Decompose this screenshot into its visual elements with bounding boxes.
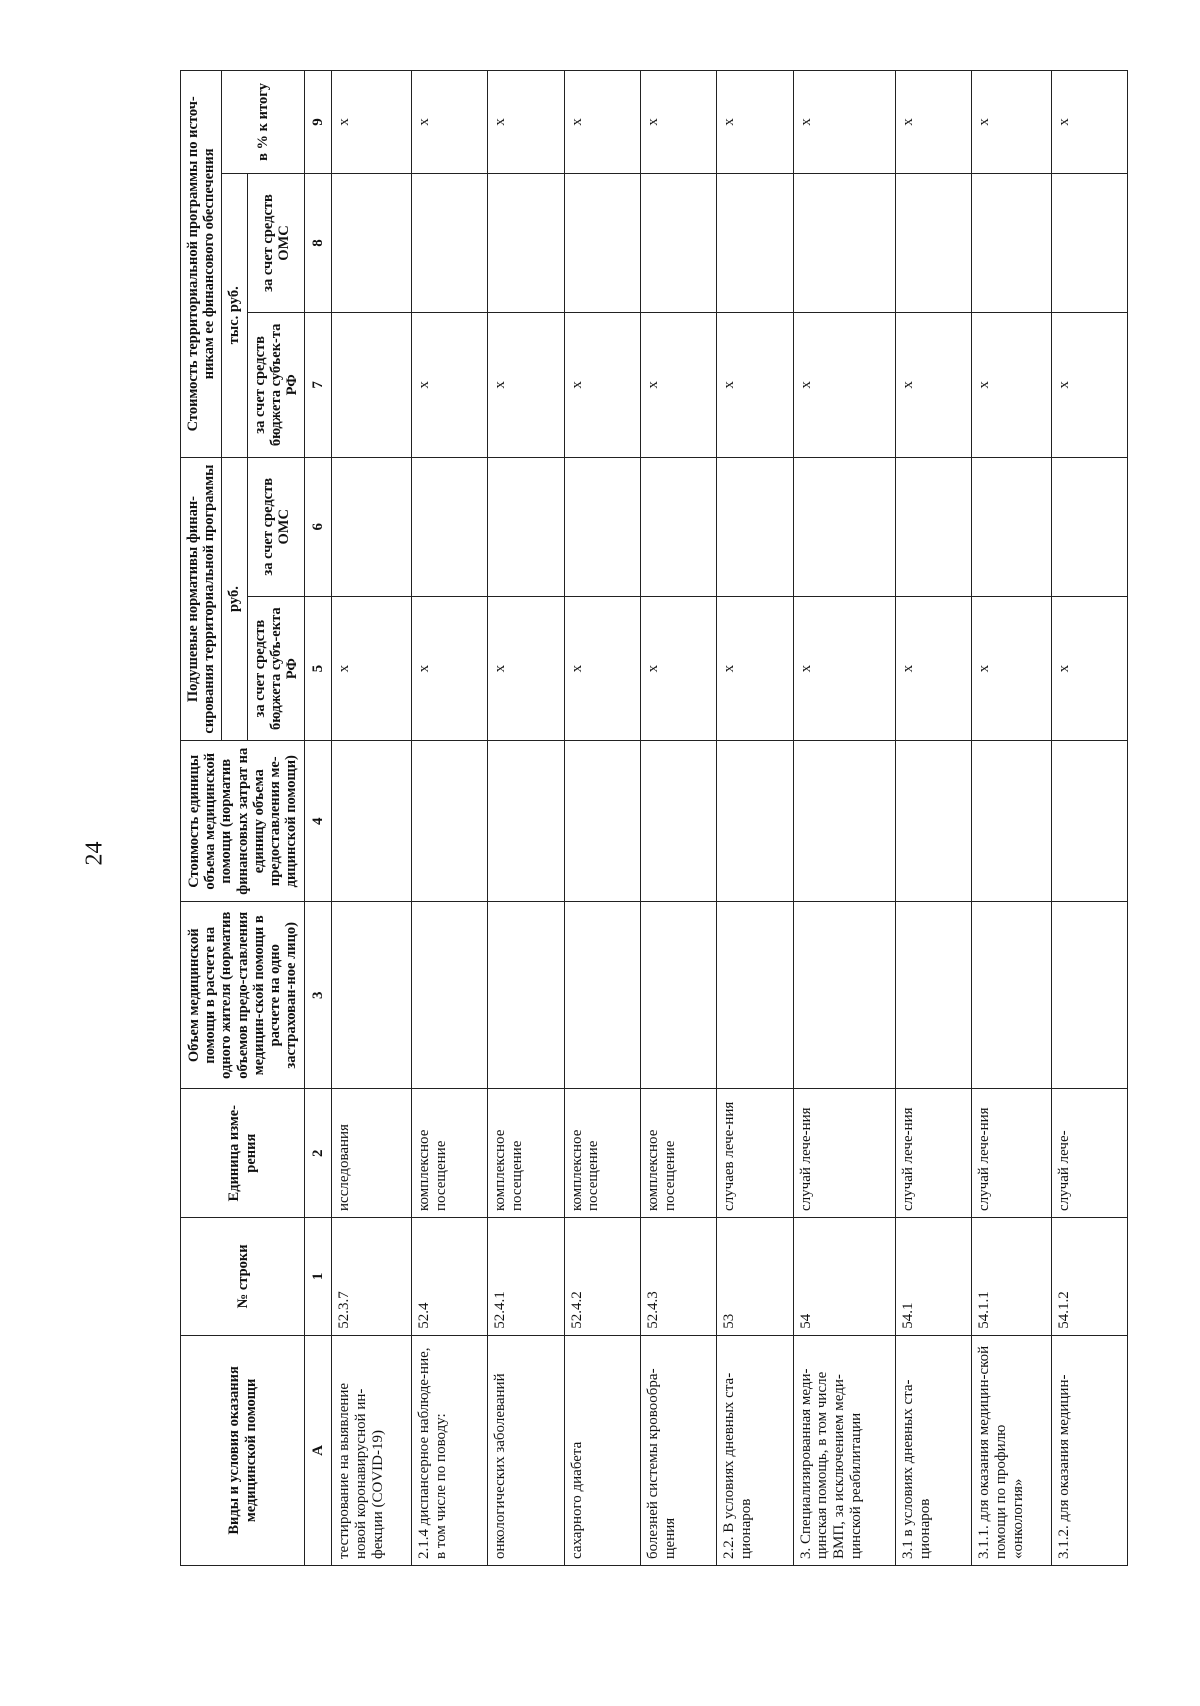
row-col-9: x (488, 71, 564, 174)
row-col-4 (640, 741, 716, 902)
header-col-9: в % к итогу (222, 71, 305, 174)
table-row (1051, 71, 1127, 1566)
row-col-4 (793, 741, 895, 902)
header-col-3: Объем медицинской помощи в расчете на одного жителя (норматив объемов предо-ставления медицин-ской помощи в расчете на одно застрахован-ное лицо) (181, 902, 305, 1089)
table-region (180, 70, 1200, 1559)
row-col-5: x (488, 596, 564, 741)
index-cell: 9 (305, 71, 332, 174)
row-unit: комплексное посещение (640, 1089, 716, 1218)
table-row (717, 71, 793, 1566)
row-line-number: 54.1.2 (1051, 1217, 1127, 1335)
row-line-number: 54.1 (895, 1217, 971, 1335)
row-col-9: x (332, 71, 412, 174)
row-col-4 (1051, 741, 1127, 902)
row-col-7: x (895, 313, 971, 458)
row-line-number: 52.4.1 (488, 1217, 564, 1335)
index-cell: 3 (305, 902, 332, 1089)
header-col-2: Единица изме-рения (181, 1089, 305, 1218)
row-col-6 (332, 457, 412, 596)
row-unit: случай лече-ния (895, 1089, 971, 1218)
row-col-5: x (793, 596, 895, 741)
row-col-3 (488, 902, 564, 1089)
financing-table (180, 70, 1128, 1566)
header-col-a: Виды и условия оказания медицинской помощи (181, 1335, 305, 1565)
row-line-number: 52.4.2 (564, 1217, 640, 1335)
row-name: 3.1 в условиях дневных ста-ционаров (895, 1335, 971, 1565)
table-row (972, 71, 1052, 1566)
row-name: 2.2. В условиях дневных ста-ционаров (717, 1335, 793, 1565)
header-col-7: за счет средств бюджета субъек-та РФ (247, 313, 305, 458)
row-col-8 (895, 173, 971, 312)
row-col-9: x (717, 71, 793, 174)
header-col-6: за счет средств ОМС (247, 457, 305, 596)
row-col-6 (972, 457, 1052, 596)
row-col-3 (332, 902, 412, 1089)
row-line-number: 52.4.3 (640, 1217, 716, 1335)
row-col-3 (411, 902, 487, 1089)
row-col-8 (564, 173, 640, 312)
row-col-3 (1051, 902, 1127, 1089)
row-col-6 (895, 457, 971, 596)
row-col-8 (717, 173, 793, 312)
row-col-6 (793, 457, 895, 596)
header-group-cost: Стоимость территориальной программы по источ-никам ее финансового обеспечения (181, 71, 222, 458)
index-cell: 6 (305, 457, 332, 596)
row-col-3 (640, 902, 716, 1089)
page-number: 24 (81, 841, 108, 866)
row-line-number: 52.3.7 (332, 1217, 412, 1335)
row-unit: исследования (332, 1089, 412, 1218)
rotated-table-container (180, 70, 1128, 1566)
index-cell: 5 (305, 596, 332, 741)
row-line-number: 53 (717, 1217, 793, 1335)
header-unit-rub: руб. (222, 457, 247, 741)
row-col-6 (411, 457, 487, 596)
row-col-5: x (564, 596, 640, 741)
row-col-7: x (640, 313, 716, 458)
index-cell: 7 (305, 313, 332, 458)
row-col-3 (564, 902, 640, 1089)
row-col-9: x (640, 71, 716, 174)
index-cell: 1 (305, 1217, 332, 1335)
row-col-7: x (1051, 313, 1127, 458)
row-col-7: x (488, 313, 564, 458)
row-name: сахарного диабета (564, 1335, 640, 1565)
row-col-9: x (793, 71, 895, 174)
table-row (895, 71, 971, 1566)
row-col-3 (717, 902, 793, 1089)
row-col-3 (793, 902, 895, 1089)
row-unit: случаев лече-ния (717, 1089, 793, 1218)
row-col-7: x (564, 313, 640, 458)
row-name: болезней системы кровообра-щения (640, 1335, 716, 1565)
row-col-9: x (564, 71, 640, 174)
row-col-5: x (972, 596, 1052, 741)
row-col-5: x (895, 596, 971, 741)
row-col-8 (1051, 173, 1127, 312)
row-col-7: x (717, 313, 793, 458)
index-cell: 4 (305, 741, 332, 902)
index-row (305, 71, 332, 1566)
row-col-4 (332, 741, 412, 902)
row-name: 2.1.4 диспансерное наблюде-ние, в том числе по поводу: (411, 1335, 487, 1565)
row-name: 3.1.1. для оказания медицин-ской помощи по профилю «онкология» (972, 1335, 1052, 1565)
row-line-number: 52.4 (411, 1217, 487, 1335)
row-unit: комплексное посещение (411, 1089, 487, 1218)
row-col-8 (793, 173, 895, 312)
row-name: 3. Специализированная меди-цинская помощь, в том числе ВМП, за исключением меди-цинской реабилитации (793, 1335, 895, 1565)
row-col-9: x (411, 71, 487, 174)
row-col-6 (564, 457, 640, 596)
row-line-number: 54.1.1 (972, 1217, 1052, 1335)
row-col-3 (895, 902, 971, 1089)
row-col-9: x (895, 71, 971, 174)
table-row (332, 71, 412, 1566)
row-col-3 (972, 902, 1052, 1089)
row-col-5: x (332, 596, 412, 741)
row-col-9: x (972, 71, 1052, 174)
row-col-6 (488, 457, 564, 596)
index-cell: А (305, 1335, 332, 1565)
header-group-normatives: Подушевые нормативы финан-сирования территориальной программы (181, 457, 222, 741)
table-row (411, 71, 487, 1566)
row-col-8 (411, 173, 487, 312)
header-col-4: Стоимость единицы объема медицинской помощи (норматив финансовых затрат на единицу объема предоставления ме-дицинской помощи) (181, 741, 305, 902)
row-col-4 (972, 741, 1052, 902)
row-col-5: x (411, 596, 487, 741)
index-cell: 2 (305, 1089, 332, 1218)
row-col-6 (717, 457, 793, 596)
row-unit: комплексное посещение (564, 1089, 640, 1218)
row-unit: случай лече- (1051, 1089, 1127, 1218)
row-col-7: x (972, 313, 1052, 458)
row-name: тестирование на выявление новой коронавирусной ин-фекции (COVID-19) (332, 1335, 412, 1565)
row-col-7: x (411, 313, 487, 458)
row-name: онкологических заболеваний (488, 1335, 564, 1565)
row-col-4 (411, 741, 487, 902)
row-col-5: x (640, 596, 716, 741)
row-col-8 (488, 173, 564, 312)
row-col-6 (640, 457, 716, 596)
row-col-4 (895, 741, 971, 902)
row-col-8 (972, 173, 1052, 312)
row-unit: случай лече-ния (793, 1089, 895, 1218)
header-col-1: № строки (181, 1217, 305, 1335)
table-row (564, 71, 640, 1566)
header-col-5: за счет средств бюджета субъ-екта РФ (247, 596, 305, 741)
row-col-7: x (793, 313, 895, 458)
row-unit: случай лече-ния (972, 1089, 1052, 1218)
row-col-8 (640, 173, 716, 312)
header-col-8: за счет средств ОМС (247, 173, 305, 312)
row-name: 3.1.2. для оказания медицин- (1051, 1335, 1127, 1565)
row-col-4 (564, 741, 640, 902)
row-col-7 (332, 313, 412, 458)
row-col-4 (717, 741, 793, 902)
row-col-6 (1051, 457, 1127, 596)
table-row (488, 71, 564, 1566)
row-line-number: 54 (793, 1217, 895, 1335)
row-col-4 (488, 741, 564, 902)
row-col-5: x (717, 596, 793, 741)
row-col-9: x (1051, 71, 1127, 174)
table-row (793, 71, 895, 1566)
index-cell: 8 (305, 173, 332, 312)
row-col-8 (332, 173, 412, 312)
row-col-5: x (1051, 596, 1127, 741)
row-unit: комплексное посещение (488, 1089, 564, 1218)
header-unit-thousand: тыс. руб. (222, 173, 247, 457)
table-row (640, 71, 716, 1566)
